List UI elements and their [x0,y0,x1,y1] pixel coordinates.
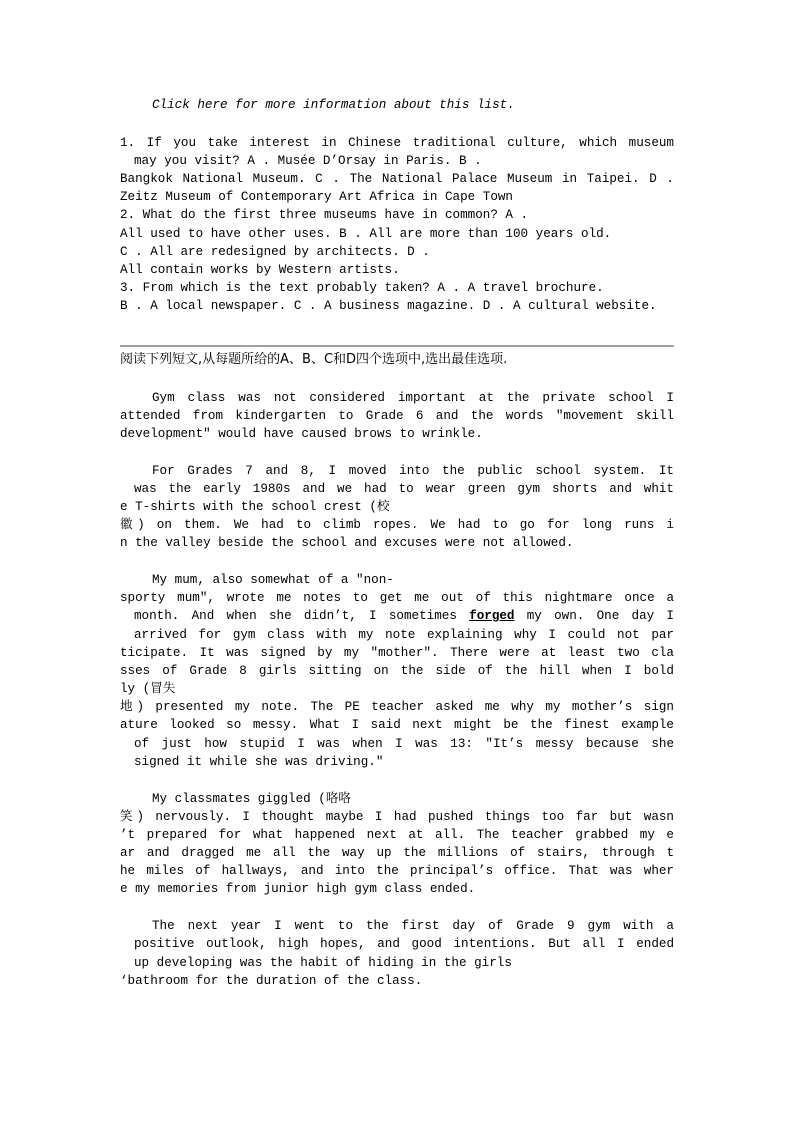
question-1-line-4: Zeitz Museum of Contemporary Art Africa in Cape Town [120,190,513,204]
p4-line-2: 笑) nervously. I thought maybe I had pushed things too far but wasn [120,810,674,824]
p4-line-4: ar and dragged me all the way up the millions of stairs, through t [120,846,674,860]
question-2-line-3: C . All are redesigned by architects. D . [120,245,430,259]
p1-line-1: Gym class was not considered important at the private school I [152,391,674,405]
p1-line-3: development" would have caused brows to wrinkle. [120,427,483,441]
p1-line-2: attended from kindergarten to Grade 6 and the words "movement skill [120,409,674,423]
p4-line-6: e my memories from junior high gym class ended. [120,882,476,896]
question-3-line-2: B . A local newspaper. C . A business magazine. D . A cultural website. [120,299,657,313]
p3-line-11: signed it while she was driving." [134,755,384,769]
p3-line-3-text: month. And when she didn’t, I sometimes [134,609,457,623]
p2-line-2: was the early 1980s and we had to wear green gym shorts and whit [134,482,674,496]
question-1-line-1: 1. If you take interest in Chinese traditional culture, which museum [120,136,674,150]
p3-line-10: of just how stupid I was when I was 13: "It’s messy because she [134,737,674,751]
p5-line-2: positive outlook, high hopes, and good intentions. But all I ended [134,937,674,951]
p3-line-1: My mum, also somewhat of a "non- [152,573,394,587]
p3-line-6: sses of Grade 8 girls sitting on the side of the hill when I bold [120,664,674,678]
p5-line-3: up developing was the habit of hiding in the girls [134,956,512,970]
p2-line-1: For Grades 7 and 8, I moved into the public school system. It [152,464,674,478]
question-1-line-2: may you visit? A . Musée D’Orsay in Paris. B . [134,154,482,168]
p2-line-4: 徽) on them. We had to climb ropes. We had to go for long runs i [120,518,674,532]
p4-line-1: My classmates giggled (咯咯 [152,792,352,806]
p2-line-3: e T-shirts with the school crest (校 [120,500,390,514]
more-info-link[interactable]: Click here for more information about this list. [152,98,515,112]
question-3-line-1: 3. From which is the text probably taken? A . A travel brochure. [120,281,604,295]
p5-line-4: ‘bathroom for the duration of the class. [120,974,423,988]
p3-line-9: ature looked so messy. What I said next might be the finest example [120,718,674,732]
p4-line-3: ’t prepared for what happened next at all. The teacher grabbed my e [120,828,674,842]
p3-line-7: ly (冒失 [120,682,176,696]
p3-line-3-end: my own. One day I [526,609,674,623]
p4-line-5: he miles of hallways, and into the principal’s office. That was wher [120,864,674,878]
p3-line-2: sporty mum", wrote me notes to get me out of this nightmare once a [120,591,674,605]
p3-line-8: 地) presented my note. The PE teacher asked me why my mother’s sign [120,700,674,714]
p5-line-1: The next year I went to the first day of Grade 9 gym with a [152,919,674,933]
reading-instruction: 阅读下列短文,从每题所给的A、B、C和D四个选项中,选出最佳选项. [120,352,508,367]
question-2-line-2: All used to have other uses. B . All are more than 100 years old. [120,227,612,241]
question-1-line-3: Bangkok National Museum. C . The National Palace Museum in Taipei. D . [120,172,674,186]
section-divider [120,345,674,347]
p2-line-5: n the valley beside the school and excuses were not allowed. [120,536,574,550]
question-2-line-4: All contain works by Western artists. [120,263,400,277]
p3-line-5: ticipate. It was signed by my "mother". There were at least two cla [120,646,674,660]
forged-word: forged [469,609,515,623]
p3-line-3 [134,607,674,625]
question-2-line-1: 2. What do the first three museums have in common? A . [120,208,529,222]
p3-line-4: arrived for gym class with my note explaining why I could not par [134,628,674,642]
